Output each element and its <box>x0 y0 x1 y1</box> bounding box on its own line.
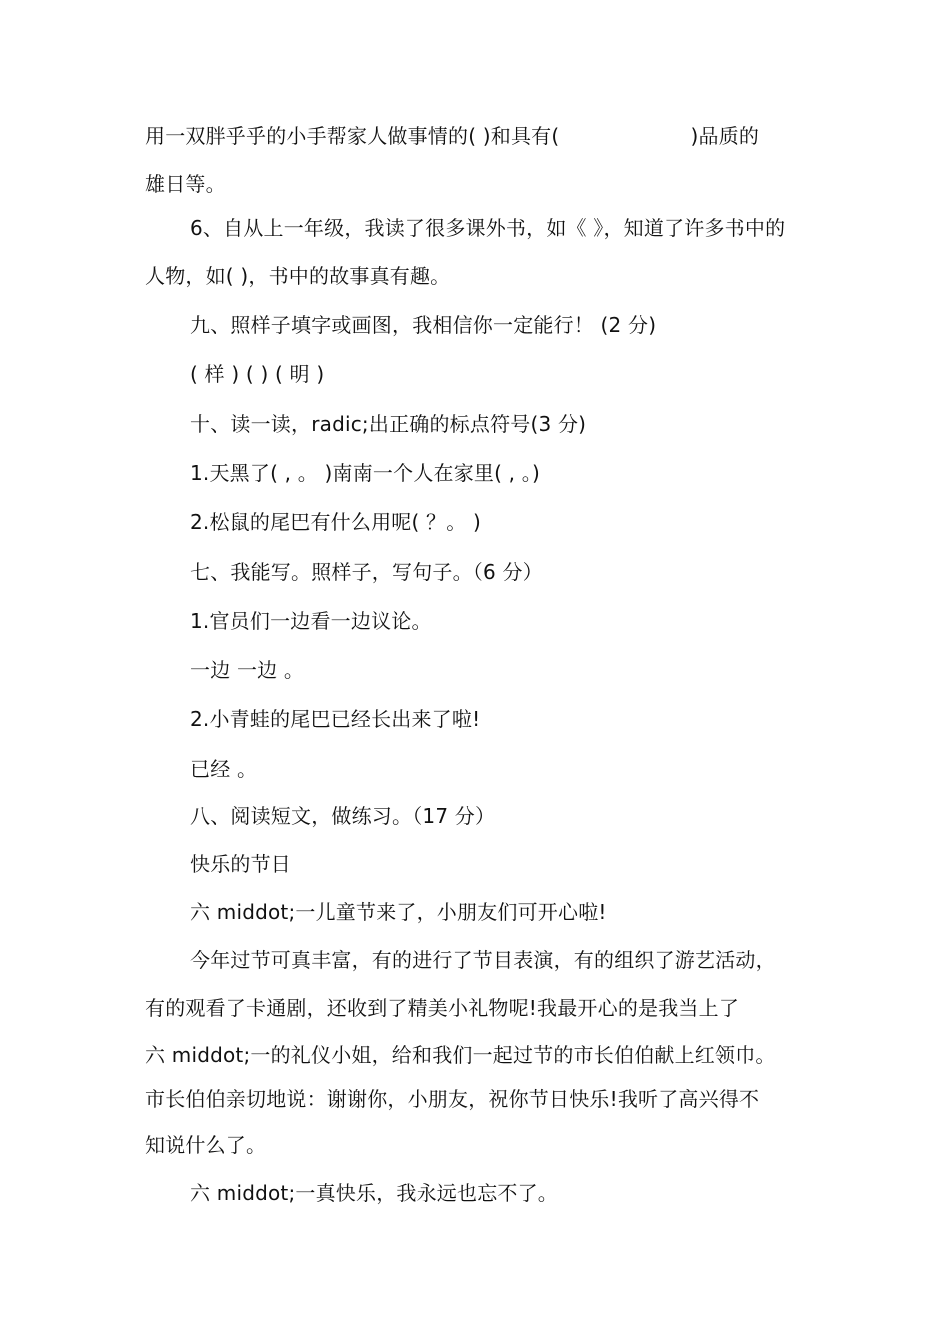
section-heading: 七、我能写。照样子，写句子。（6 分） <box>190 560 543 584</box>
text-line: 有的观看了卡通剧，还收到了精美小礼物呢!我最开心的是我当上了 <box>145 996 740 1020</box>
text-line: 2.小青蛙的尾巴已经长出来了啦! <box>190 707 481 731</box>
text-line: 雄日等。 <box>145 172 226 196</box>
text-line: 六 middot;一儿童节来了，小朋友们可开心啦! <box>190 900 607 924</box>
text-line: 已经 。 <box>190 757 258 781</box>
text-line: 1.天黑了( , 。 )南南一个人在家里( , 。) <box>190 461 540 485</box>
text-line: 1.官员们一边看一边议论。 <box>190 609 432 633</box>
text-line: 2.松鼠的尾巴有什么用呢( ？。 ) <box>190 510 482 534</box>
text-line: 人物，如( )，书中的故事真有趣。 <box>145 264 451 288</box>
passage-title: 快乐的节日 <box>190 852 291 876</box>
text-line: 六 middot;一的礼仪小姐，给和我们一起过节的市长伯伯献上红领巾。 <box>145 1043 776 1067</box>
text-line: 六 middot;一真快乐，我永远也忘不了。 <box>190 1181 559 1205</box>
text-line: 今年过节可真丰富，有的进行了节目表演，有的组织了游艺活动， <box>190 948 776 972</box>
text-line: 用一双胖乎乎的小手帮家人做事情的( )和具有( )品质的 <box>145 124 760 148</box>
section-heading: 九、照样子填字或画图，我相信你一定能行！ (2 分) <box>190 313 657 337</box>
text-line: 知说什么了。 <box>145 1133 267 1157</box>
text-line: 一边 一边 。 <box>190 658 305 682</box>
text-line: ( 样 ) ( ) ( 明 ) <box>190 362 325 386</box>
text-line: 市长伯伯亲切地说：谢谢你，小朋友，祝你节日快乐!我听了高兴得不 <box>145 1087 760 1111</box>
section-heading: 八、阅读短文，做练习。（17 分） <box>190 804 496 828</box>
section-heading: 十、读一读，radic;出正确的标点符号(3 分) <box>190 412 587 436</box>
text-line: 6、自从上一年级，我读了很多课外书，如《 》，知道了许多书中的 <box>190 216 786 240</box>
